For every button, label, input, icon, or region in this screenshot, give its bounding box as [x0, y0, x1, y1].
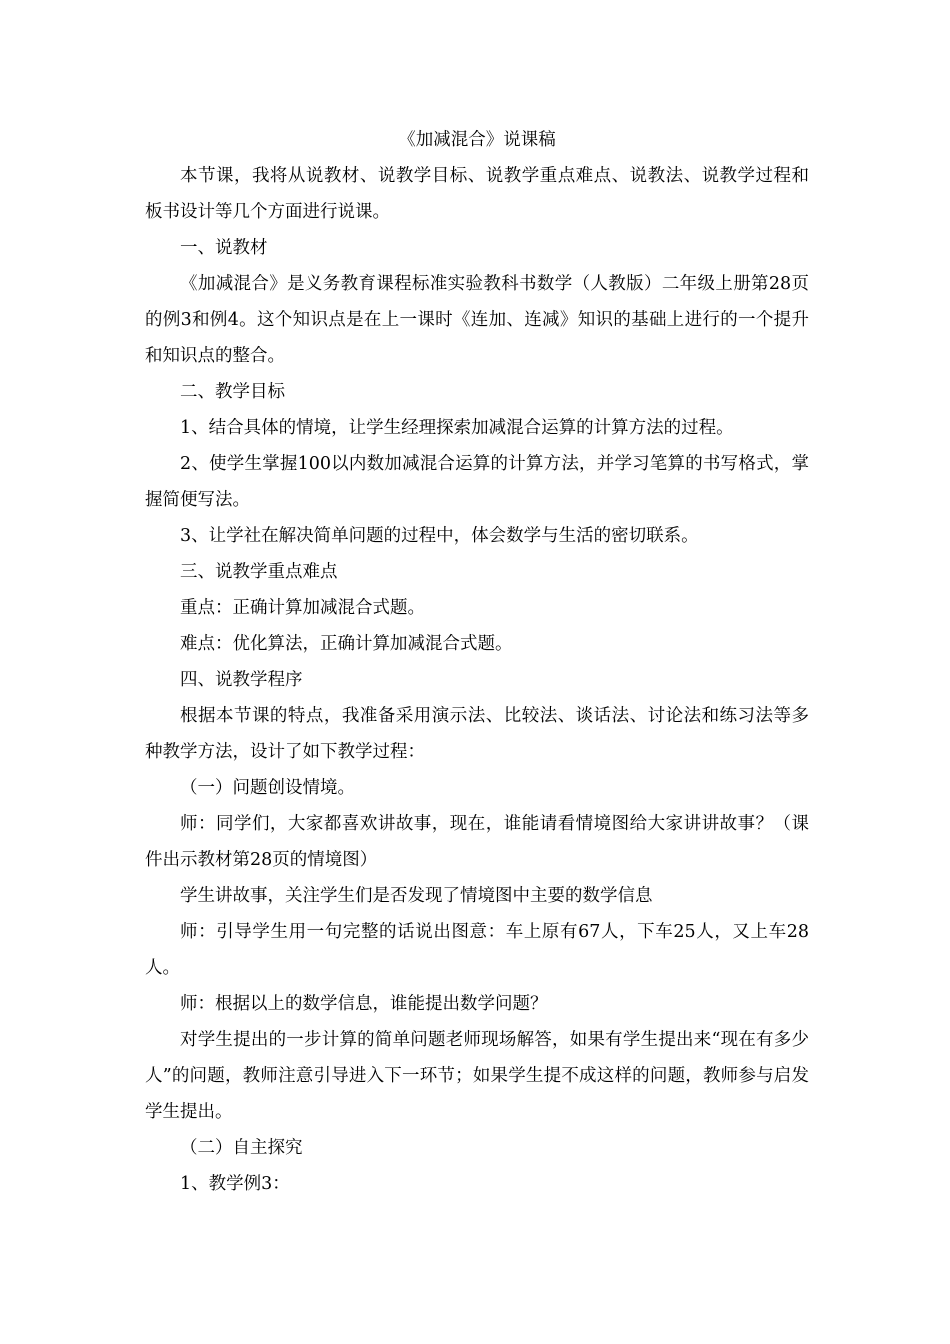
subheading-situation: （一）问题创设情境。	[180, 778, 355, 798]
objective-2: 2、使学生掌握100以内数加减混合运算的计算方法，并学习笔算的书写格式，掌握简便写法。	[145, 454, 809, 510]
difficult-point: 难点：优化算法，正确计算加减混合式题。	[180, 634, 513, 654]
heading-textbook: 一、说教材	[180, 238, 268, 258]
document-title: 《加减混合》说课稿	[398, 130, 556, 150]
heading-key-points: 三、说教学重点难点	[180, 562, 338, 582]
student-story: 学生讲故事，关注学生们是否发现了情境图中主要的数学信息	[180, 886, 653, 906]
key-point: 重点：正确计算加减混合式题。	[180, 598, 425, 618]
paragraph-textbook: 《加减混合》是义务教育课程标准实验教科书数学（人教版）二年级上册第28页的例3和例4。这个知识点是在上一课时《连加、连减》知识的基础上进行的一个提升和知识点的整合。	[145, 274, 809, 366]
objective-3: 3、让学社在解决简单问题的过程中，体会数学与生活的密切联系。	[180, 526, 699, 546]
heading-objectives: 二、教学目标	[180, 382, 285, 402]
paragraph-methods: 根据本节课的特点，我准备采用演示法、比较法、谈话法、讨论法和练习法等多种教学方法，设计了如下教学过程：	[145, 706, 809, 762]
subheading-explore: （二）自主探究	[180, 1138, 303, 1158]
document-page	[145, 126, 809, 1202]
teacher-line-1: 师：同学们，大家都喜欢讲故事，现在，谁能请看情境图给大家讲讲故事？（课件出示教材第28页的情境图）	[145, 814, 809, 870]
example-3-heading: 1、教学例3：	[180, 1174, 290, 1194]
paragraph-intro: 本节课，我将从说教材、说教学目标、说教学重点难点、说教法、说教学过程和板书设计等几个方面进行说课。	[145, 166, 809, 222]
objective-1: 1、结合具体的情境，让学生经理探索加减混合运算的计算方法的过程。	[180, 418, 734, 438]
paragraph-response: 对学生提出的一步计算的简单问题老师现场解答，如果有学生提出来“现在有多少人”的问题，教师注意引导进入下一环节；如果学生提不成这样的问题，教师参与启发学生提出。	[145, 1030, 809, 1122]
teacher-line-3: 师：根据以上的数学信息，谁能提出数学问题？	[180, 994, 548, 1014]
heading-procedure: 四、说教学程序	[180, 670, 303, 690]
teacher-line-2: 师：引导学生用一句完整的话说出图意：车上原有67人，下车25人，又上车28人。	[145, 922, 809, 978]
